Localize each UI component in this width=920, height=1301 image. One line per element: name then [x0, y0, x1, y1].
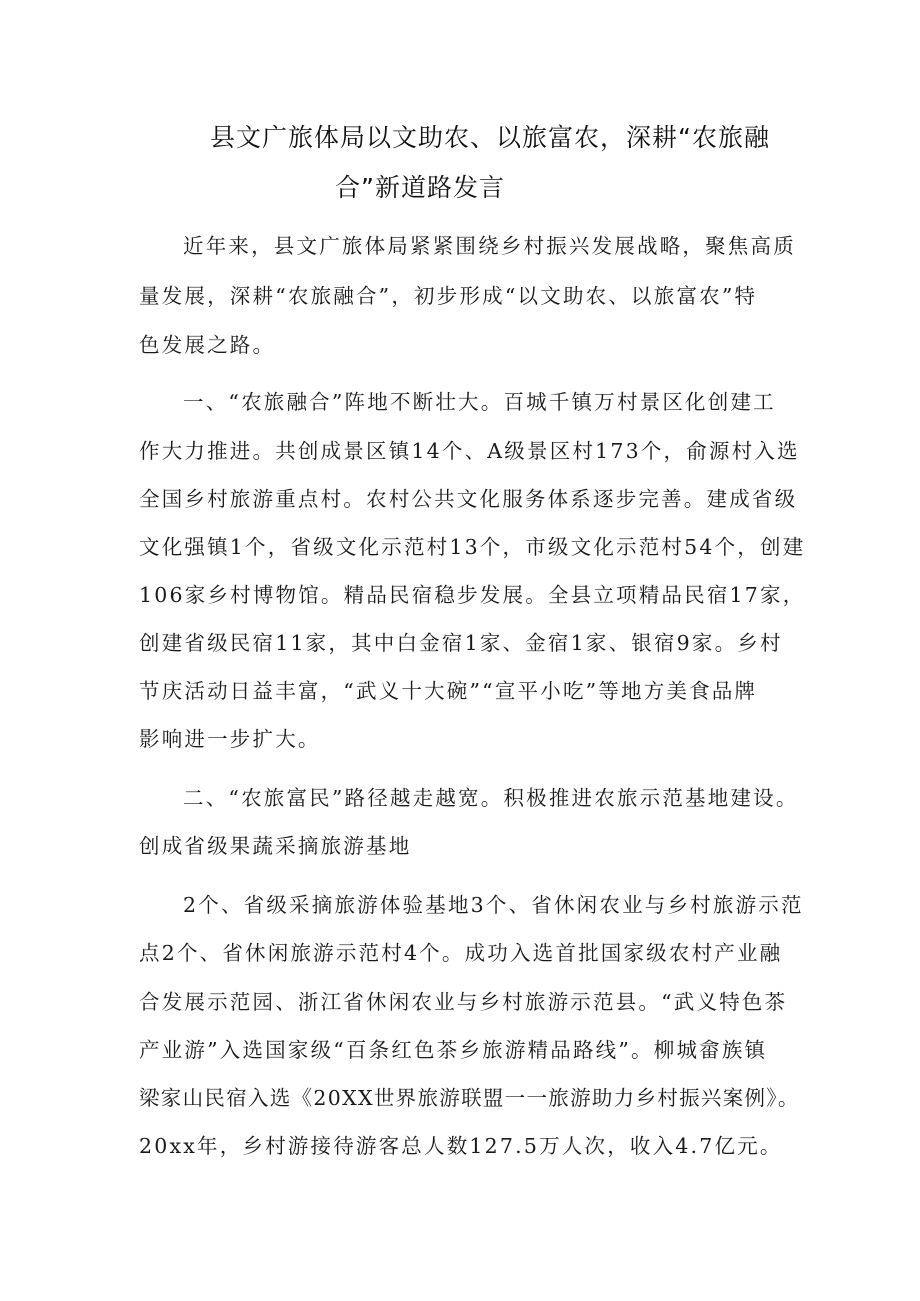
section2-line-1: 二、“农旅富民”路径越走越宽。积极推进农旅示范基地建设。 [183, 786, 799, 810]
section1-line-7: 节庆活动日益丰富，“武义十大碗”“宣平小吃”等地方美食品牌 [139, 679, 758, 703]
section1-line-8: 影响进一步扩大。 [139, 727, 321, 751]
section1-line-1: 一、“农旅融合”阵地不断壮大。百城千镇万村景区化创建工 [183, 390, 776, 414]
section3-line-2: 点2个、省休闲旅游示范村4个。成功入选首批国家级农村产业融 [139, 941, 783, 965]
section2-line-2: 创成省级果蔬采摘旅游基地 [139, 834, 412, 858]
intro-line-3: 色发展之路。 [139, 333, 276, 357]
document-title-line-1: 县文广旅体局以文助农、以旅富农，深耕“农旅融 [210, 123, 770, 152]
section3-line-6: 20xx年，乡村游接待游客总人数127.5万人次，收入4.7亿元。 [139, 1134, 783, 1158]
section1-line-4: 文化强镇1个，省级文化示范村13个，市级文化示范村54个，创建 [139, 535, 806, 559]
section3-line-5: 梁家山民宿入选《20XX世界旅游联盟一一旅游助力乡村振兴案例》。 [139, 1086, 800, 1110]
document-title-line-2: 合”新道路发言 [335, 173, 505, 202]
section3-line-1: 2个、省级采摘旅游体验基地3个、省休闲农业与乡村旅游示范 [183, 893, 804, 917]
intro-line-2: 量发展，深耕“农旅融合”，初步形成“以文助农、以旅富农”特 [139, 284, 758, 308]
intro-line-1: 近年来，县文广旅体局紧紧围绕乡村振兴发展战略，聚焦高质 [183, 234, 796, 258]
section3-line-3: 合发展示范园、浙江省休闲农业与乡村旅游示范县。“武义特色茶 [139, 990, 788, 1014]
section1-line-6: 创建省级民宿11家，其中白金宿1家、金宿1家、银宿9家。乡村 [139, 631, 783, 655]
section3-line-4: 产业游”入选国家级“百条红色茶乡旅游精品路线”。柳城畲族镇 [139, 1038, 768, 1062]
section1-line-5: 106家乡村博物馆。精品民宿稳步发展。全县立项精品民宿17家， [139, 583, 806, 607]
section1-line-3: 全国乡村旅游重点村。农村公共文化服务体系逐步完善。建成省级 [139, 487, 798, 511]
section1-line-2: 作大力推进。共创成景区镇14个、A级景区村173个，俞源村入选 [139, 439, 800, 463]
